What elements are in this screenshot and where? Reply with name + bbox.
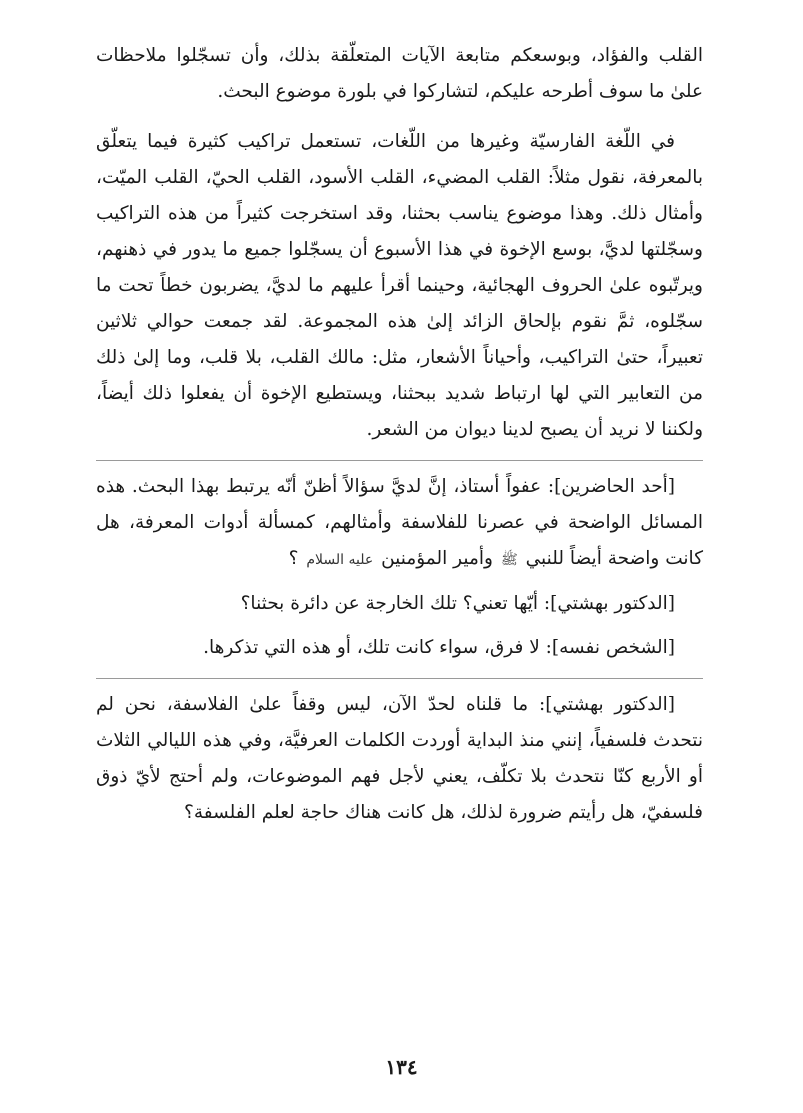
section-divider: [96, 460, 703, 461]
paragraph-persian-expressions: في اللّغة الفارسيّة وغيرها من اللّغات، تستعمل تراكيب كثيرة فيما يتعلّق بالمعرفة، نقول مثلاً: القلب المضيء، القلب الأسود، القلب الحيّ، القلب الميّت، وأمثال ذلك. وهذا موضوع يناسب بحثنا، وقد استخرجت كثيراً من هذه التراكيب وسجّلتها لديَّ، بوسع الإخوة في هذا الأسبوع أن يسجّلوا جميع ما يدور في ذهنهم، ويرتّبوه علىٰ الحروف الهجائية، وحينما أقرأ عليهم ما لديَّ، يضربون خطاً تحت ما سجّلوه، ثمَّ نقوم بإلحاق الزائد إلىٰ هذه المجموعة. لقد جمعت حوالي ثلاثين تعبيراً، حتىٰ التراكيب، وأحياناً الأشعار، مثل: مالك القلب، بلا قلب، وما إلىٰ ذلك من التعابير التي لها ارتباط شديد ببحثنا، ويستطيع الإخوة أن يفعلوا ذلك أيضاً، ولكننا لا نريد أن يصبح لدينا ديوان من الشعر.: [96, 131, 703, 440]
page-number: ١٣٤: [385, 1055, 418, 1079]
paragraph-dr-beheshti-answer: [الدكتور بهشتي]: ما قلناه لحدّ الآن، ليس وقفاً علىٰ الفلاسفة، نحن لم نتحدث فلسفياً، إنني منذ البداية أوردت الكلمات العرفيَّة، وفي هذه الليالي الثلاث أو الأربع كنّا نتحدث بلا تكلّف، يعني لأجل فهم الموضوعات، ولم أحتج لأيّ ذوق فلسفيّ، هل رأيتم ضرورة لذلك، هل كانت هناك حاجة لعلم الفلسفة؟: [96, 694, 703, 823]
paragraph-intro: القلب والفؤاد، وبوسعكم متابعة الآيات المتعلّقة بذلك، وأن تسجّلوا ملاحظات علىٰ ما سوف أطرحه عليكم، لتشاركوا في بلورة موضوع البحث.: [96, 45, 703, 102]
paragraph-dr-beheshti-reply: [الدكتور بهشتي]: أيّها تعني؟ تلك الخارجة عن دائرة بحثنا؟: [240, 593, 675, 614]
paragraph-same-person-reply: [الشخص نفسه]: لا فرق، سواء كانت تلك، أو هذه التي تذكرها.: [203, 637, 675, 658]
imam-honorific-glyph: عليه السلام: [306, 552, 374, 568]
attendee-question-text: [أحد الحاضرين]: عفواً أستاذ، إنَّ لديَّ سؤالاً أظنّ أنّه يرتبط بهذا البحث. هذه المسائل الواضحة في عصرنا للفلاسفة وأمثالهم، كمسألة أدوات المعرفة، هل كانت واضحة أيضاً للنبي: [96, 476, 703, 569]
attendee-question-text-cont: وأمير المؤمنين: [381, 548, 493, 569]
section-divider-2: [96, 678, 703, 679]
attendee-question-mark: ؟: [288, 548, 299, 569]
prophet-honorific-glyph: ﷺ: [500, 552, 518, 568]
paragraph-attendee-question: [96, 469, 703, 578]
